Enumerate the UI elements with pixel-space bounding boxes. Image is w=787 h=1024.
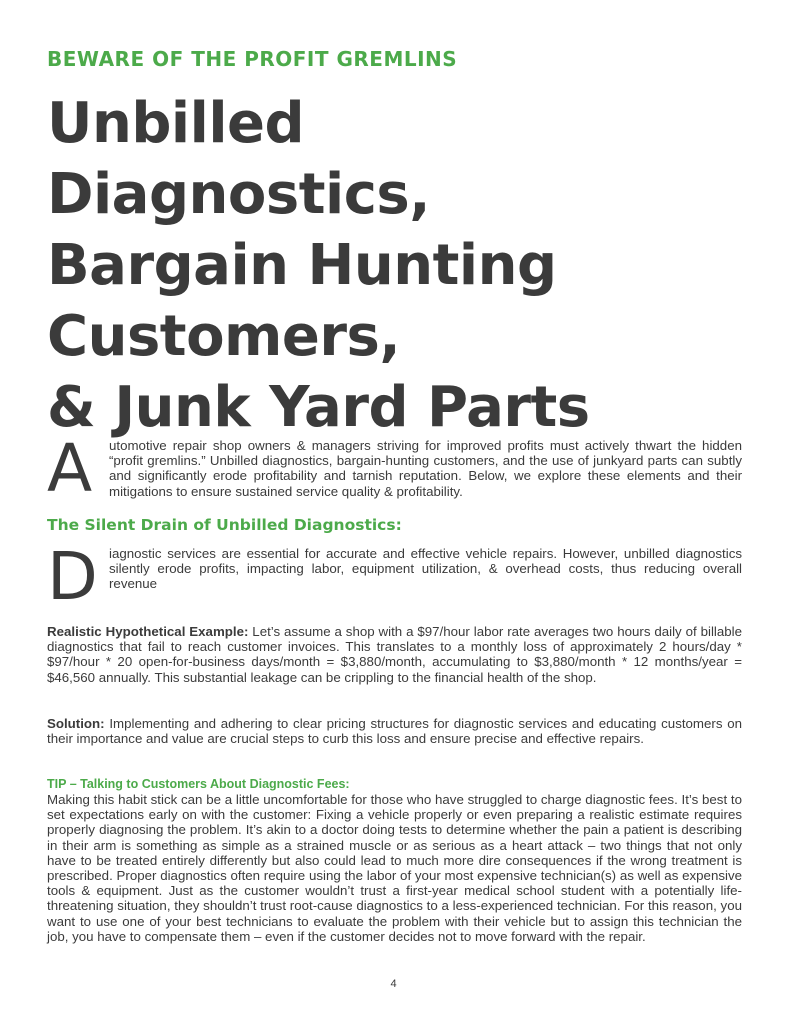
title-line-2: Diagnostics, [47,162,430,227]
tip-block [47,777,742,944]
intro-drop-cap: A [47,430,93,507]
example-label: Realistic Hypothetical Example: [47,624,249,639]
title-line-3: Bargain Hunting [47,233,557,298]
title-line-5: & Junk Yard Parts [47,375,590,440]
solution-text: Implementing and adhering to clear pricing structures for diagnostic services and educating customers on their importance and value are crucial steps to curb this loss and ensure precise and effective repairs. [47,716,742,747]
section-text: iagnostic services are essential for accurate and effective vehicle repairs. However, unbilled diagnostics silently erode profits, impacting labor, equipment utilization, & overhead costs, thus reducing overall revenue [109,546,742,592]
kicker-heading: BEWARE OF THE PROFIT GREMLINS [47,47,458,71]
section-drop-cap: D [47,538,98,615]
page-number: 4 [390,978,397,990]
tip-text: Making this habit stick can be a little uncomfortable for those who have struggled to charge diagnostic fees. It’s best to set expectations early on with the customer: Fixing a vehicle properly or even preparing a realistic estimate requires properly diagnosing the problem. It’s akin to a doctor doing tests to determine whether the pain a patient is describing in their arm is something as simple as a strained muscle or as serious as a heart attack – two things that not only have to be treated entirely differently but also could lead to much more dire consequences if the wrong treatment is prescribed. Proper diagnostics often require using the labor of your most expensive technician(s) as well as expensive tools & equipment. Just as the customer wouldn’t trust a first-year medical school student with a potentially life-threatening situation, they shouldn’t trust root-cause diagnostics to a less-experienced technician. For this reason, you want to use one of your best technicians to evaluate the problem with their vehicle but to assign this technician the job, you have to compensate them – even if the customer decides not to move forward with the repair. [47,792,742,944]
page-title [47,88,747,443]
solution-paragraph [47,716,742,746]
section-heading: The Silent Drain of Unbilled Diagnostics: [47,516,402,534]
example-text: Let’s assume a shop with a $97/hour labor rate averages two hours daily of billable diagnostics that fail to reach customer invoices. This translates to a monthly loss of approximately 2 hours/day * $97/hour * 20 open-for-business days/month = $3,880/month, accumulating to $3,880/month * 12 months/year = $46,560 annually. This substantial leakage can be crippling to the financial health of the shop. [47,624,742,685]
solution-label: Solution: [47,716,105,731]
intro-text: utomotive repair shop owners & managers striving for improved profits must actively thwart the hidden “profit gremlins.” Unbilled diagnostics, bargain-hunting customers, and the use of junkyard parts can subtly and significantly erode profitability and tarnish reputation. Below, we explore these elements and their mitigations to ensure sustained service quality & profitability. [109,438,742,499]
section-paragraph [47,538,742,615]
title-line-4: Customers, [47,304,401,369]
title-line-1: Unbilled [47,91,305,156]
intro-paragraph [47,430,742,507]
example-paragraph [47,624,742,685]
tip-heading: TIP – Talking to Customers About Diagnostic Fees: [47,777,350,791]
